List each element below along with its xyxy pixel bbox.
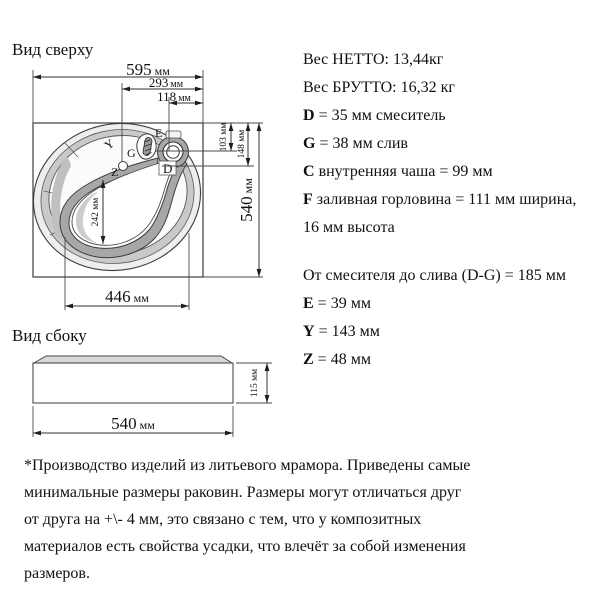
spec-g-drain: G = 38 мм слив bbox=[303, 135, 408, 152]
footnote-line: *Производство изделий из литьевого мрамора. Приведены самые bbox=[24, 457, 471, 474]
spec-z-dim: Z = 48 мм bbox=[303, 351, 371, 368]
side-top-face bbox=[34, 356, 232, 363]
dim-bowl-inner: 242 мм bbox=[91, 197, 101, 227]
footnote-line: материалов есть свойства усадки, что влечёт за собой изменения bbox=[24, 538, 466, 555]
dim-faucet-offset: 148 мм bbox=[237, 129, 247, 159]
spec-faucet-to-drain: От смесителя до слива (D-G) = 185 мм bbox=[303, 267, 566, 284]
spec-f-filler-neck: F заливная горловина = 111 мм ширина, bbox=[303, 191, 577, 208]
footnote-line: от друга на +\- 4 мм, это связано с тем, что у композитных bbox=[24, 511, 422, 528]
dim-to-overflow: 293 мм bbox=[148, 75, 184, 90]
label-D: D bbox=[163, 161, 173, 176]
dim-to-faucet: 118 мм bbox=[157, 89, 191, 104]
dim-bowl-width: 446 мм bbox=[105, 287, 149, 306]
faucet-tab bbox=[166, 131, 181, 138]
production-footnote bbox=[24, 452, 504, 587]
side-view-title: Вид сбоку bbox=[12, 326, 87, 345]
spec-y-dim: Y = 143 мм bbox=[303, 323, 380, 340]
spec-net-weight: Вес НЕТТО: 13,44кг bbox=[303, 51, 444, 68]
spec-list bbox=[303, 46, 588, 374]
label-Y: Y bbox=[101, 136, 117, 153]
spec-gross-weight: Вес БРУТТО: 16,32 кг bbox=[303, 79, 455, 96]
side-view-drawing bbox=[33, 356, 233, 403]
label-Z: Z bbox=[111, 165, 119, 179]
dim-side-height: 115 мм bbox=[250, 368, 260, 398]
footnote-line: минимальные размеры раковин. Размеры могут отличаться друг bbox=[24, 484, 462, 501]
dim-side-width: 540 мм bbox=[111, 414, 155, 433]
label-G: G bbox=[127, 146, 136, 160]
footnote-line: размеров. bbox=[24, 565, 90, 582]
spec-d-faucet: D = 35 мм смеситель bbox=[303, 107, 446, 124]
top-view-title: Вид сверху bbox=[12, 40, 94, 59]
spec-f-filler-neck-cont: 16 мм высота bbox=[303, 219, 395, 236]
dim-total-width: 595 мм bbox=[126, 60, 170, 79]
dim-neck-offset: 103 мм bbox=[219, 122, 229, 152]
side-body bbox=[33, 363, 233, 403]
top-view-drawing bbox=[20, 108, 215, 286]
label-E: E bbox=[155, 126, 163, 140]
spec-e-dim: E = 39 мм bbox=[303, 295, 371, 312]
overflow-hole bbox=[119, 162, 128, 171]
dim-total-depth: 540мм bbox=[237, 178, 256, 222]
spec-c-inner-bowl: C внутренняя чаша = 99 мм bbox=[303, 163, 493, 180]
